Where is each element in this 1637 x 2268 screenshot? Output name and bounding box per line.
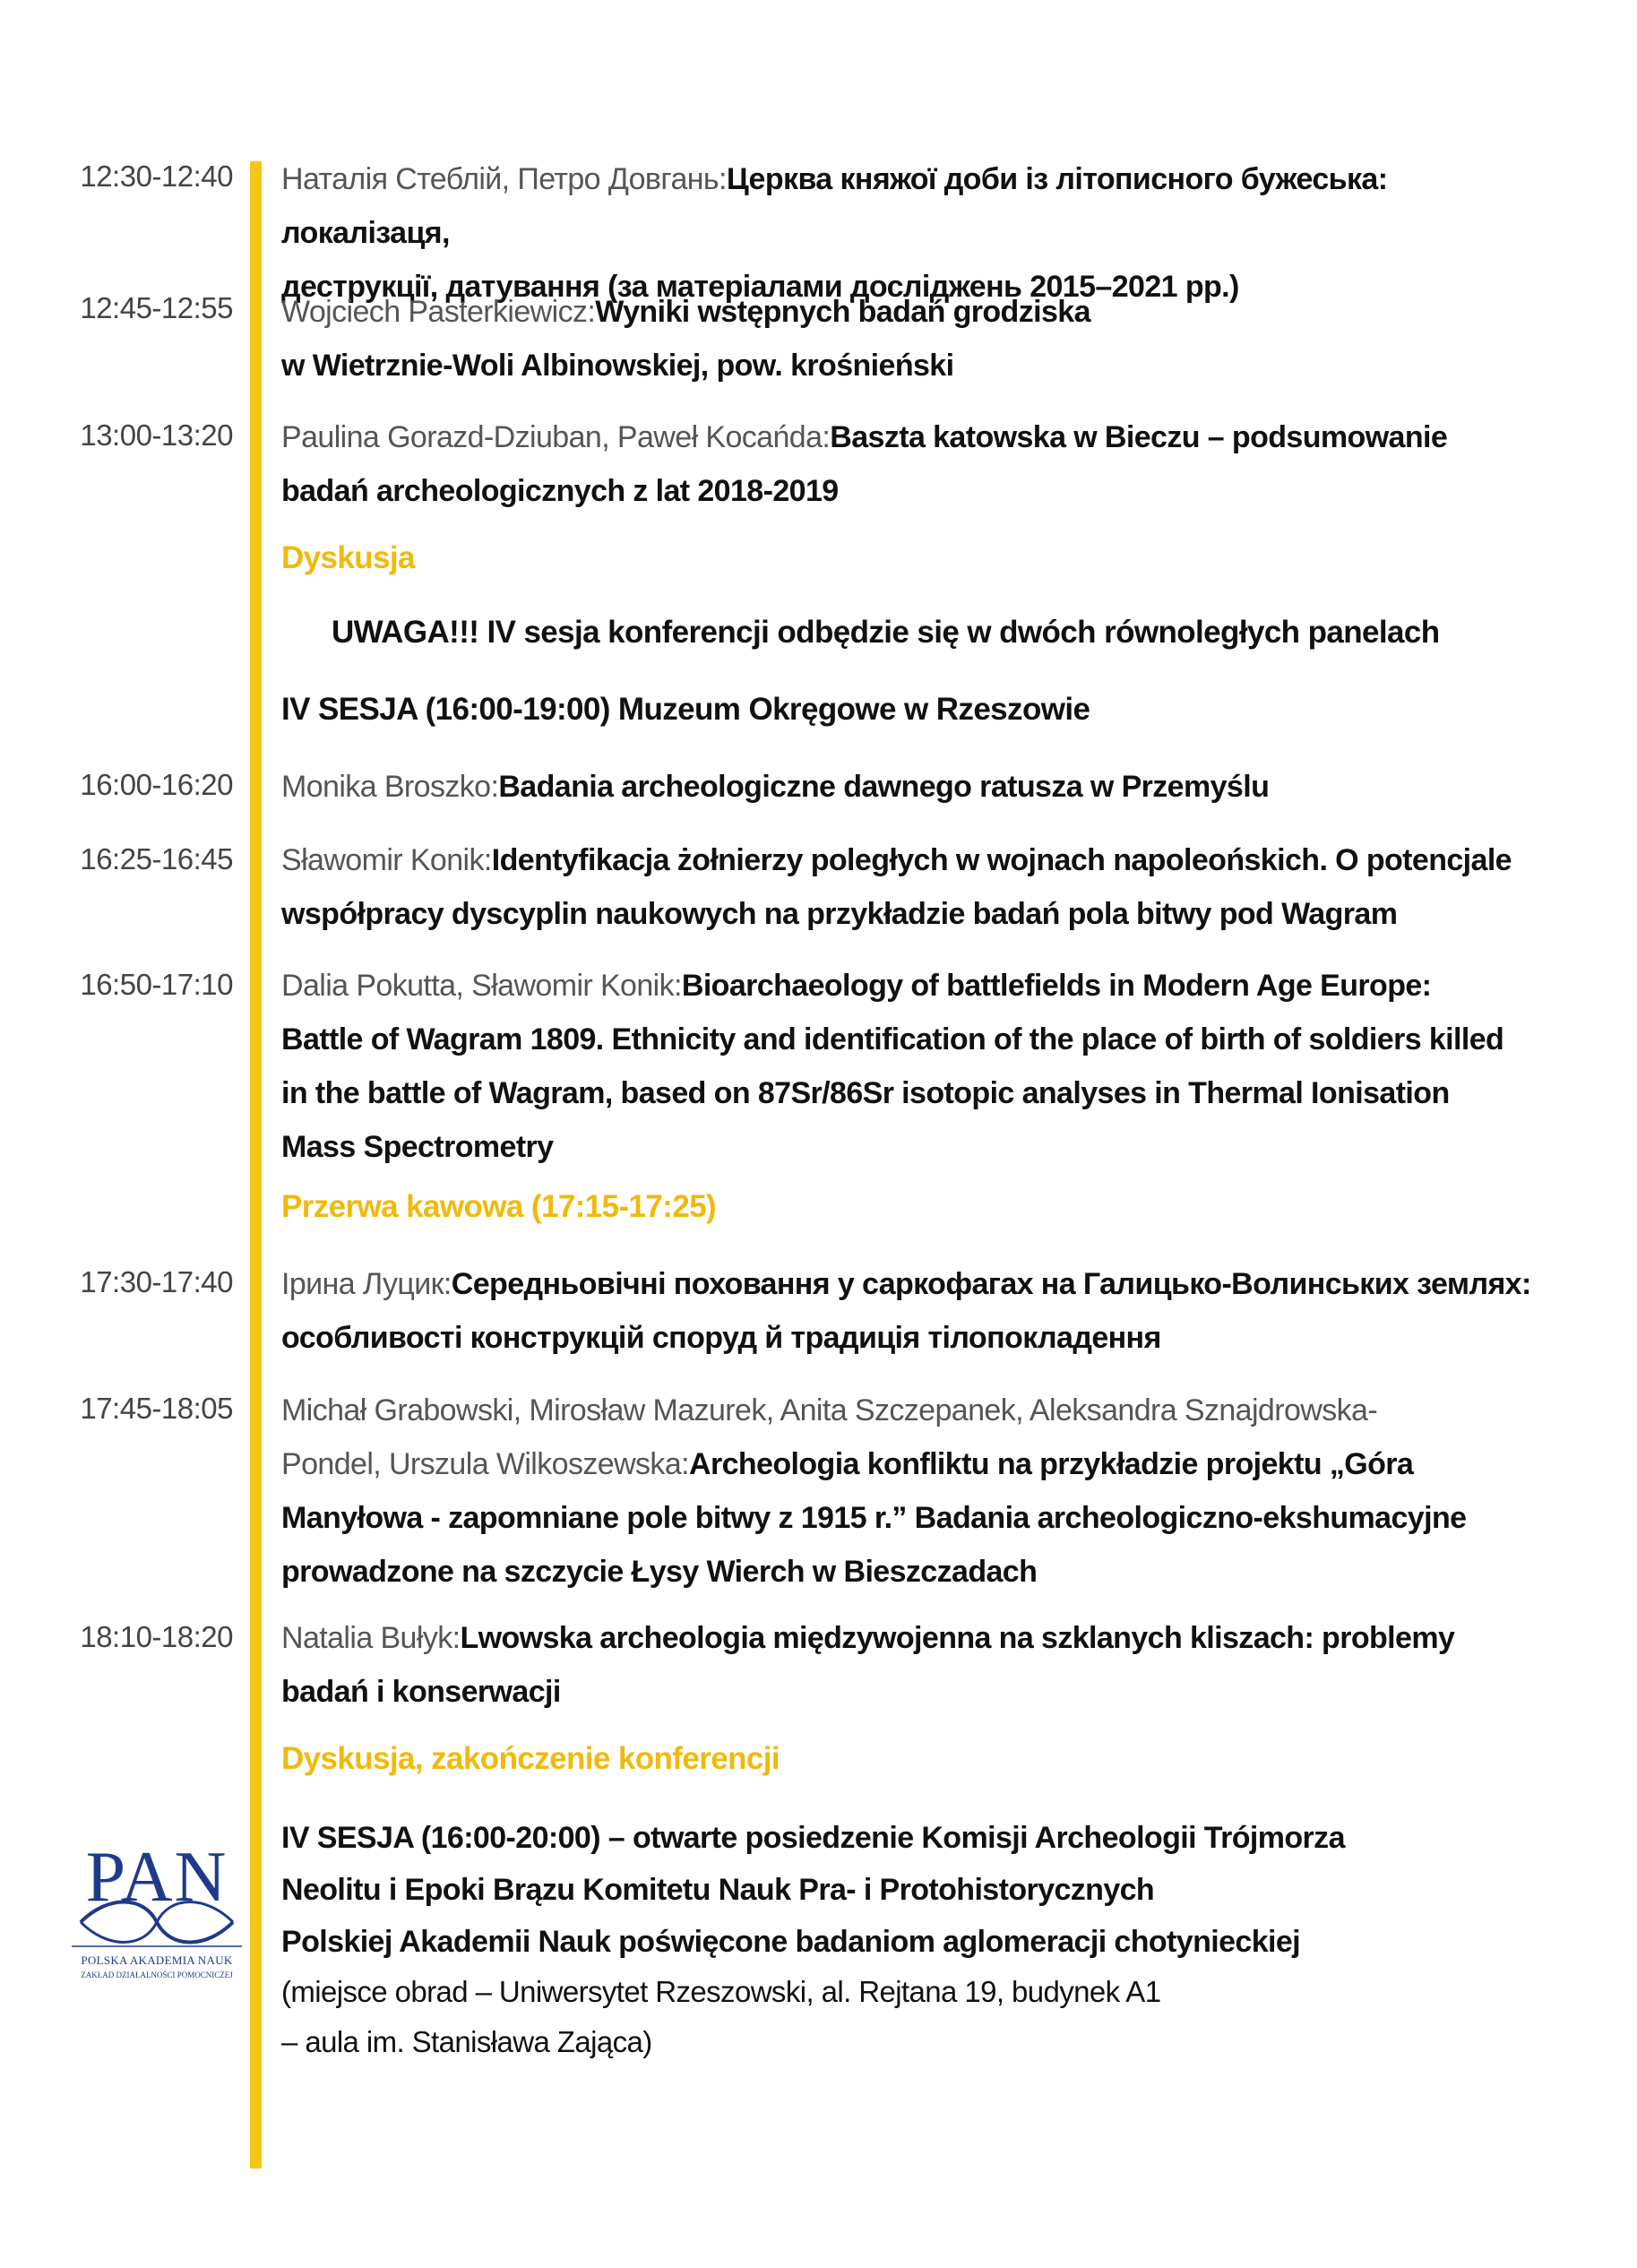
entry-title: Церква княжої доби із літописного бужеська: локалізаця, <box>281 162 1388 250</box>
logo-subtitle: POLSKA AKADEMIA NAUK <box>81 1953 233 1967</box>
entry-author: Natalia Bułyk: <box>281 1621 461 1655</box>
entry-author: Sławomir Konik: <box>281 843 492 877</box>
entry-title: badań i konserwacji <box>281 1675 561 1709</box>
entry-author: Ірина Луцик: <box>281 1267 452 1301</box>
time-slot: 16:00-16:20 <box>80 768 233 801</box>
coffee-break-heading: Przerwa kawowa (17:15-17:25) <box>281 1189 717 1224</box>
program-entry <box>281 410 1563 518</box>
entry-title: prowadzone na szczycie Łysy Wierch w Bieszczadach <box>281 1555 1038 1589</box>
time-slot: 16:25-16:45 <box>80 842 233 875</box>
entry-title: Badania archeologiczne dawnego ratusza w Przemyślu <box>498 770 1270 804</box>
time-slot: 12:45-12:55 <box>80 291 233 324</box>
program-entry <box>281 833 1563 941</box>
program-entry <box>281 1384 1563 1599</box>
entry-title: Bioarchaeology of battlefields in Modern Age Europe: <box>681 969 1432 1003</box>
entry-title: Identyfikacja żołnierzy poległych w wojnach napoleońskich. O potencjale <box>491 843 1512 877</box>
program-entry <box>281 959 1563 1174</box>
session-2-block <box>281 1812 1563 1968</box>
logo-infinity-swoosh-icon <box>72 1891 242 1953</box>
program-entry <box>281 1257 1563 1365</box>
time-slot: 17:45-18:05 <box>80 1392 233 1425</box>
session-2-line: IV SESJA (16:00-20:00) – otwarte posiedzenie Komisji Archeologii Trójmorza <box>281 1821 1345 1855</box>
entry-author: Pondel, Urszula Wilkoszewska: <box>281 1447 689 1481</box>
entry-title: Archeologia konfliktu na przykładzie projektu „Góra <box>688 1447 1414 1481</box>
logo-wordmark: PAN <box>85 1838 228 1917</box>
program-entry <box>281 1611 1563 1719</box>
time-slot: 17:30-17:40 <box>80 1265 233 1298</box>
entry-title: Середньовічні поховання у саркофагах на Галицько-Волинських землях: <box>451 1267 1531 1301</box>
program-entry <box>281 285 1563 392</box>
venue-note <box>281 1967 1160 2067</box>
session-heading: IV SESJA (16:00-19:00) Muzeum Okręgowe w Rzeszowie <box>281 692 1090 727</box>
venue-line: – aula im. Stanisława Zająca) <box>281 2025 652 2058</box>
entry-title: Battle of Wagram 1809. Ethnicity and identification of the place of birth of soldiers killed <box>281 1022 1504 1056</box>
entry-title: Manyłowa - zapomniane pole bitwy z 1915 r.” Badania archeologiczno-ekshumacyjne <box>281 1501 1467 1535</box>
time-slot: 18:10-18:20 <box>80 1620 233 1653</box>
entry-title: Mass Spectrometry <box>281 1130 554 1164</box>
pan-logo <box>54 1837 260 1989</box>
closing-heading: Dyskusja, zakończenie konferencji <box>281 1741 780 1776</box>
venue-line: (miejsce obrad – Uniwersytet Rzeszowski, al. Rejtana 19, budynek A1 <box>281 1975 1161 2008</box>
entry-author: Paulina Gorazd-Dziuban, Paweł Kocańda: <box>281 420 831 454</box>
logo-subtitle-secondary: ZAKŁAD DZIAŁALNOŚCI POMOCNICZEJ <box>81 1970 233 1979</box>
entry-author: Наталія Стеблій, Петро Довгань: <box>281 162 727 196</box>
time-slot: 13:00-13:20 <box>80 418 233 452</box>
entry-title: in the battle of Wagram, based on 87Sr/86Sr isotopic analyses in Thermal Ionisation <box>281 1076 1450 1110</box>
entry-author: Michał Grabowski, Mirosław Mazurek, Anita Szczepanek, Aleksandra Sznajdrowska- <box>281 1393 1378 1427</box>
discussion-heading: Dyskusja <box>281 540 415 575</box>
entry-title: współpracy dyscyplin naukowych na przykładzie badań pola bitwy pod Wagram <box>281 897 1398 931</box>
entry-title: деструкції, датування (за матеріалами досліджень 2015–2021 рр.) <box>281 270 1239 304</box>
entry-title: Baszta katowska w Bieczu – podsumowanie <box>830 420 1448 454</box>
program-entry <box>281 760 1563 814</box>
time-slot: 16:50-17:10 <box>80 968 233 1001</box>
time-slot: 12:30-12:40 <box>80 160 233 193</box>
session-2-line: Neolitu i Epoki Brązu Komitetu Nauk Pra- i Protohistorycznych <box>281 1873 1155 1907</box>
session-2-line: Polskiej Akademii Nauk poświęcone badaniom aglomeracji chotynieckiej <box>281 1925 1301 1959</box>
entry-author: Monika Broszko: <box>281 770 499 804</box>
entry-title: особливості конструкцій споруд й традиція тілопокладення <box>281 1321 1161 1355</box>
entry-title: badań archeologicznych z lat 2018-2019 <box>281 474 839 508</box>
entry-title: Wyniki wstępnych badań grodziska <box>595 295 1090 329</box>
entry-title: w Wietrznie-Woli Albinowskiej, pow. krośnieński <box>281 349 954 383</box>
notice-heading: UWAGA!!! IV sesja konferencji odbędzie się w dwóch równoległych panelach <box>332 615 1440 650</box>
entry-title: Lwowska archeologia międzywojenna na szklanych kliszach: problemy <box>460 1621 1455 1655</box>
entry-author: Dalia Pokutta, Sławomir Konik: <box>281 969 682 1003</box>
entry-author: Wojciech Pasterkiewicz: <box>281 295 596 329</box>
